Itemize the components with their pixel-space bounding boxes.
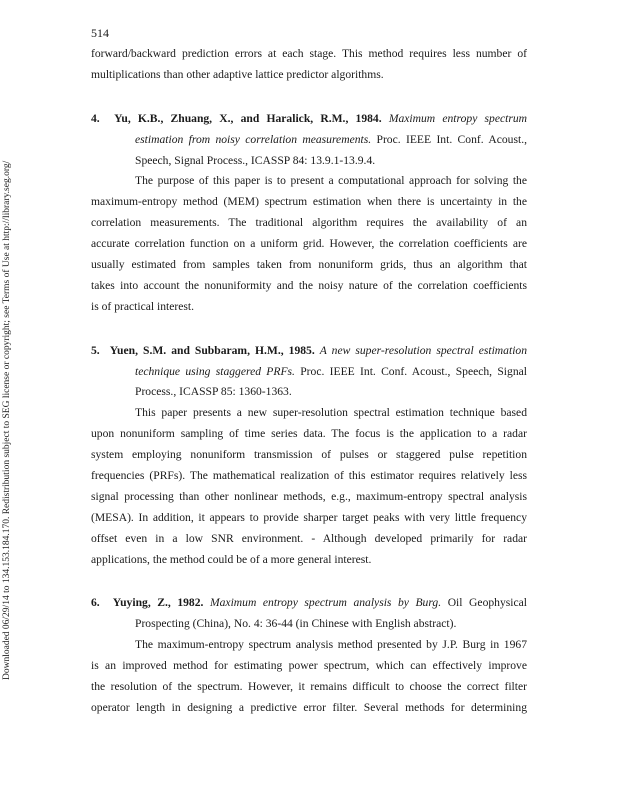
abstract-line: usually estimated from samples taken from nonuniform grids, thus an algorithm that (91, 258, 527, 272)
page-number: 514 (91, 26, 109, 40)
entry-5-citation (91, 341, 527, 362)
entry-title: technique using staggered PRFs. (135, 364, 295, 378)
abstract-line: The purpose of this paper is to present a computational approach for solving the (135, 174, 527, 188)
intro-line: multiplications than other adaptive lattice predictor algorithms. (91, 67, 384, 81)
abstract-line: The maximum-entropy spectrum analysis method presented by J.P. Burg in 1967 (135, 638, 527, 652)
abstract-line: is an improved method for estimating power spectrum, which can effectively improve (91, 659, 527, 673)
entry-title: Maximum entropy spectrum analysis by Burg. (209, 596, 442, 610)
entry-source: Process., ICASSP 85: 1360-1363. (135, 385, 292, 399)
abstract-line: offset even in a low SNR environment. - Although developed primarily for radar (91, 531, 527, 545)
abstract-line: upon nonuniform sampling of time series data. The focus is the application to a radar (91, 427, 527, 441)
abstract-line: system employing nonuniform transmission of pulses or staggered pulse repetition (91, 448, 527, 462)
intro-line: forward/backward prediction errors at each stage. This method requires less number of (91, 47, 527, 60)
abstract-line: is of practical interest. (91, 299, 195, 313)
abstract-line: accurate correlation function on a uniform grid. However, the correlation coefficients are (91, 237, 527, 251)
abstract-line: the resolution of the spectrum. However, it remains difficult to choose the correct filter (91, 680, 527, 694)
abstract-line: maximum-entropy method (MEM) spectrum estimation when there is uncertainty in the (91, 195, 527, 209)
entry-4-citation (91, 109, 527, 130)
abstract-line: takes into account the nonuniformity and the noisy nature of the correlation coefficients (91, 278, 527, 292)
entry-number: 5. (91, 343, 100, 357)
entry-5-citation-cont (91, 362, 527, 383)
entry-number: 4. (91, 111, 100, 125)
entry-title: A new super-resolution spectral estimation (319, 343, 528, 357)
entry-source: Oil Geophysical (447, 596, 527, 610)
abstract-line: signal processing than other nonlinear methods, e.g., maximum-entropy spectral analysis (91, 489, 527, 503)
entry-source: Speech, Signal Process., ICASSP 84: 13.9.1-13.9.4. (135, 153, 376, 167)
abstract-line: correlation measurements. The traditional algorithm requires the availability of an (91, 216, 527, 230)
entry-source: Proc. IEEE Int. Conf. Acoust., Speech, Signal (300, 364, 527, 378)
entry-6-citation (91, 593, 527, 614)
entry-number: 6. (91, 596, 100, 610)
entry-source: Proc. IEEE Int. Conf. Acoust., (376, 132, 527, 146)
abstract-line: applications, the method could be of a more general interest. (91, 552, 372, 566)
download-notice: Downloaded 06/29/14 to 134.153.184.170. Redistribution subject to SEG license or copyright; see Terms of Use at http://library.seg.org/ (2, 160, 12, 680)
entry-title: Maximum entropy spectrum (388, 111, 528, 125)
entry-authors: Yu, K.B., Zhuang, X., and Haralick, R.M., 1984. (114, 111, 382, 125)
entry-4-citation-cont (91, 130, 527, 151)
entry-authors: Yuen, S.M. and Subbaram, H.M., 1985. (109, 343, 315, 357)
entry-title: estimation from noisy correlation measurements. (135, 132, 372, 146)
abstract-line: operator length in designing a predictive error filter. Several methods for determining (91, 700, 527, 714)
abstract-line: frequencies (PRFs). The mathematical realization of this estimator requires relatively less (91, 469, 527, 483)
abstract-line: This paper presents a new super-resolution spectral estimation technique based (135, 406, 527, 420)
entry-source: Prospecting (China), No. 4: 36-44 (in Chinese with English abstract). (135, 617, 457, 631)
abstract-line: (MESA). In addition, it appears to provide sharper target peaks with very little frequency (91, 510, 527, 524)
entry-authors: Yuying, Z., 1982. (112, 596, 204, 610)
document-body (91, 44, 527, 719)
